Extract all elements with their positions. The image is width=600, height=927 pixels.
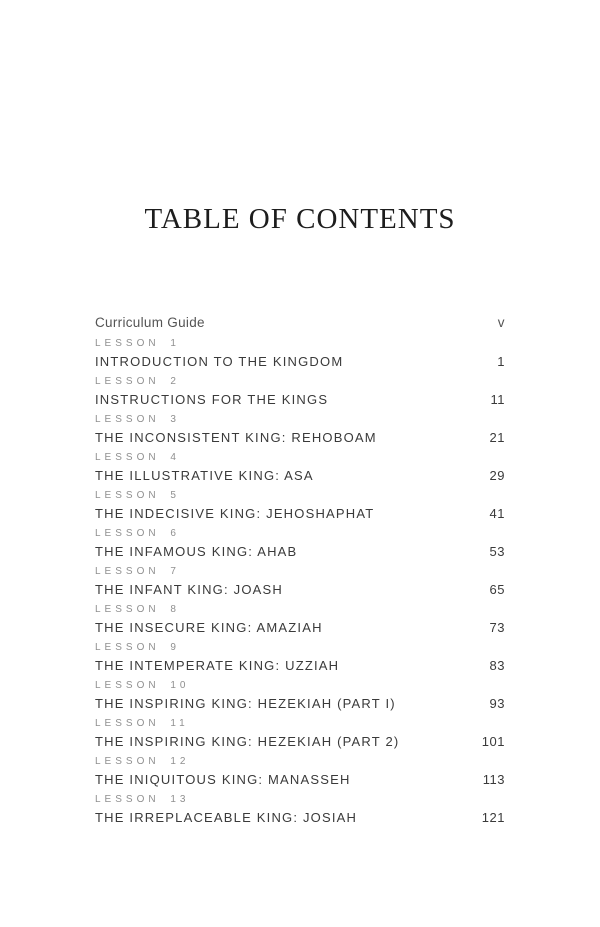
lesson-title: THE INFAMOUS KING: AHAB bbox=[95, 544, 298, 559]
toc-entry-lesson-13 bbox=[95, 794, 505, 826]
lesson-page-number: 113 bbox=[482, 772, 505, 787]
lesson-eyebrow: LESSON 2 bbox=[95, 376, 180, 387]
lesson-page-number: 11 bbox=[490, 392, 505, 407]
lesson-page-number: 41 bbox=[489, 506, 505, 521]
lesson-title: THE INSPIRING KING: HEZEKIAH (PART I) bbox=[95, 696, 396, 711]
lesson-title: THE INTEMPERATE KING: UZZIAH bbox=[95, 658, 340, 673]
lesson-page-number: 73 bbox=[489, 620, 505, 635]
lesson-row bbox=[95, 392, 505, 408]
lesson-eyebrow: LESSON 13 bbox=[95, 794, 190, 805]
lesson-row bbox=[95, 582, 505, 598]
lesson-title: THE INSECURE KING: AMAZIAH bbox=[95, 620, 323, 635]
toc-entry-lesson-4 bbox=[95, 452, 505, 484]
lesson-title: THE INCONSISTENT KING: REHOBOAM bbox=[95, 430, 377, 445]
lesson-title: INTRODUCTION TO THE KINGDOM bbox=[95, 354, 344, 369]
lesson-page-number: 1 bbox=[497, 354, 505, 369]
lesson-page-number: 93 bbox=[489, 696, 505, 711]
page-title: TABLE OF CONTENTS bbox=[144, 203, 456, 235]
toc-entry-lesson-3 bbox=[95, 414, 505, 446]
lesson-row bbox=[95, 506, 505, 522]
lesson-row bbox=[95, 658, 505, 674]
lesson-eyebrow: LESSON 12 bbox=[95, 756, 190, 767]
lesson-title: THE INDECISIVE KING: JEHOSHAPHAT bbox=[95, 506, 375, 521]
lesson-eyebrow: LESSON 3 bbox=[95, 414, 180, 425]
toc-entry-lesson-7 bbox=[95, 566, 505, 598]
lesson-row bbox=[95, 772, 505, 788]
lesson-eyebrow: LESSON 1 bbox=[95, 338, 180, 349]
lesson-row bbox=[95, 430, 505, 446]
lesson-page-number: 65 bbox=[489, 582, 505, 597]
toc-entry-front-matter bbox=[95, 314, 505, 331]
lesson-title: THE INIQUITOUS KING: MANASSEH bbox=[95, 772, 351, 787]
lesson-page-number: 101 bbox=[481, 734, 505, 749]
toc-entry-lesson-9 bbox=[95, 642, 505, 674]
front-matter-label: Curriculum Guide bbox=[95, 315, 205, 330]
lesson-title: THE INSPIRING KING: HEZEKIAH (PART 2) bbox=[95, 734, 400, 749]
lesson-page-number: 83 bbox=[489, 658, 505, 673]
lesson-eyebrow: LESSON 9 bbox=[95, 642, 180, 653]
front-matter-page-number: v bbox=[497, 315, 505, 330]
lesson-row bbox=[95, 810, 505, 826]
toc-entry-lesson-2 bbox=[95, 376, 505, 408]
lesson-row bbox=[95, 468, 505, 484]
toc-entry-lesson-8 bbox=[95, 604, 505, 636]
lesson-title: THE INFANT KING: JOASH bbox=[95, 582, 283, 597]
lesson-row bbox=[95, 354, 505, 370]
lesson-title: THE ILLUSTRATIVE KING: ASA bbox=[95, 468, 314, 483]
toc-list bbox=[95, 314, 505, 826]
toc-entry-lesson-5 bbox=[95, 490, 505, 522]
toc-entry-lesson-10 bbox=[95, 680, 505, 712]
lesson-page-number: 121 bbox=[481, 810, 505, 825]
lesson-row bbox=[95, 544, 505, 560]
lesson-eyebrow: LESSON 5 bbox=[95, 490, 180, 501]
lesson-eyebrow: LESSON 4 bbox=[95, 452, 180, 463]
lesson-eyebrow: LESSON 11 bbox=[95, 718, 189, 729]
lesson-page-number: 53 bbox=[489, 544, 505, 559]
toc-entry-lesson-6 bbox=[95, 528, 505, 560]
lesson-eyebrow: LESSON 8 bbox=[95, 604, 180, 615]
toc-entry-lesson-1 bbox=[95, 338, 505, 370]
lesson-page-number: 21 bbox=[489, 430, 505, 445]
lesson-eyebrow: LESSON 7 bbox=[95, 566, 180, 577]
lesson-page-number: 29 bbox=[489, 468, 505, 483]
lesson-row bbox=[95, 620, 505, 636]
lesson-title: THE IRREPLACEABLE KING: JOSIAH bbox=[95, 810, 358, 825]
lesson-eyebrow: LESSON 10 bbox=[95, 680, 190, 691]
lesson-eyebrow: LESSON 6 bbox=[95, 528, 180, 539]
lesson-title: INSTRUCTIONS FOR THE KINGS bbox=[95, 392, 329, 407]
toc-entry-lesson-12 bbox=[95, 756, 505, 788]
lesson-row bbox=[95, 734, 505, 750]
toc-entry-lesson-11 bbox=[95, 718, 505, 750]
lesson-row bbox=[95, 696, 505, 712]
